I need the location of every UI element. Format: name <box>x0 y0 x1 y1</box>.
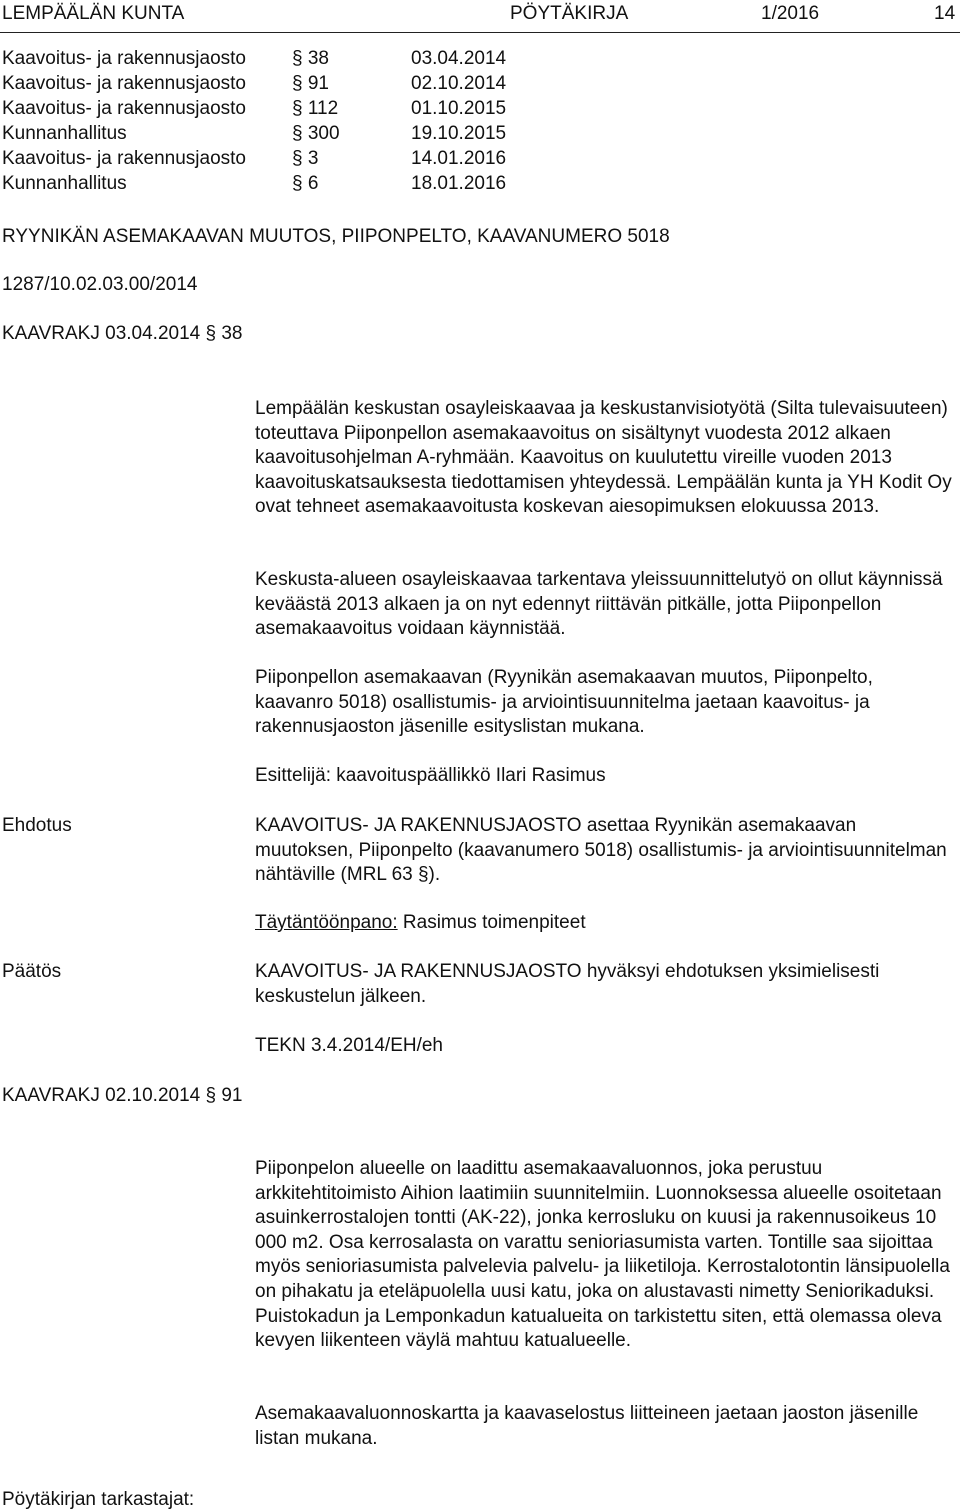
body-paragraph: Keskusta-alueen osayleiskaavaa tarkentava yleissuunnittelutyö on ollut käynnissä keväästä 2013 alkaen ja on nyt edennyt riittävän pitkälle, jotta Piiponpellon asemakaavoitus voidaan käynnistää. <box>255 569 943 640</box>
history-section-number: § 91 <box>292 73 329 94</box>
body-paragraph: Lempäälän keskustan osayleiskaavaa ja keskustanvisiotyötä (Silta tulevaisuuteen) toteuttava Piiponpellon asemakaavoitus on sisältynyt vuodesta 2012 alkaen kaavoitusohjelman A-ryhmään. Kaavoitus on kuulutettu vireille vuoden 2013 kaavoituskatsauksesta tiedottamisen yhteydessä. Lempäälän kunta ja YH Kodit Oy ovat tehneet asemakaavoitusta koskevan aiesopimuksen elokuussa 2013. <box>255 398 952 518</box>
diary-number: 1287/10.02.03.00/2014 <box>2 274 198 295</box>
body-paragraph: Piiponpellon asemakaavan (Ryynikän asemakaavan muutos, Piiponpelto, kaavanro 5018) osallistumis- ja arviointisuunnitelma jaetaan kaavoitus- ja rakennusjaoston jäsenille esityslistan mukana. <box>255 667 873 738</box>
decision-label: Päätös <box>2 961 62 982</box>
header-divider <box>0 32 960 33</box>
history-body: Kaavoitus- ja rakennusjaosto <box>2 148 246 169</box>
implementation-text: Rasimus toimenpiteet <box>397 912 586 933</box>
history-row <box>2 71 702 96</box>
document-issue: 1/2016 <box>761 3 820 24</box>
history-section-number: § 3 <box>292 148 319 169</box>
history-body: Kaavoitus- ja rakennusjaosto <box>2 73 246 94</box>
page-number: 14 <box>934 3 956 24</box>
history-section-number: § 112 <box>292 98 339 119</box>
matter-title: RYYNIKÄN ASEMAKAAVAN MUUTOS, PIIPONPELTO, KAAVANUMERO 5018 <box>2 226 670 247</box>
history-section-number: § 6 <box>292 173 319 194</box>
history-row <box>2 121 702 146</box>
presenter-line: Esittelijä: kaavoituspäällikkö Ilari Rasimus <box>255 765 606 786</box>
document-type: PÖYTÄKIRJA <box>510 3 629 24</box>
history-row <box>2 96 702 121</box>
meeting-heading: KAAVRAKJ 03.04.2014 § 38 <box>2 323 243 344</box>
proposal-text: KAAVOITUS- JA RAKENNUSJAOSTO asettaa Ryynikän asemakaavan muutoksen, Piiponpelto (kaavanumero 5018) osallistumis- ja arviointisuunnitelman nähtäville (MRL 63 §). <box>255 815 947 886</box>
history-row <box>2 171 702 196</box>
history-row <box>2 146 702 171</box>
history-date: 19.10.2015 <box>411 123 507 144</box>
proposal-label: Ehdotus <box>2 815 72 836</box>
history-body: Kaavoitus- ja rakennusjaosto <box>2 48 246 69</box>
history-date: 14.01.2016 <box>411 148 507 169</box>
history-body: Kunnanhallitus <box>2 173 127 194</box>
history-body: Kaavoitus- ja rakennusjaosto <box>2 98 246 119</box>
implementation-line <box>255 911 955 936</box>
history-body: Kunnanhallitus <box>2 123 127 144</box>
decision-text: KAAVOITUS- JA RAKENNUSJAOSTO hyväksyi ehdotuksen yksimielisesti keskustelun jälkeen. <box>255 961 880 1007</box>
body-paragraph: Asemakaavaluonnoskartta ja kaavaselostus liitteineen jaetaan jaoston jäsenille listan mukana. <box>255 1403 919 1449</box>
history-date: 01.10.2015 <box>411 98 507 119</box>
history-row <box>2 46 702 71</box>
history-date: 02.10.2014 <box>411 73 507 94</box>
reviewers-label: Pöytäkirjan tarkastajat: <box>2 1489 195 1510</box>
reference-code: TEKN 3.4.2014/EH/eh <box>255 1035 443 1056</box>
meeting-heading: KAAVRAKJ 02.10.2014 § 91 <box>2 1085 243 1106</box>
history-section-number: § 300 <box>292 123 340 144</box>
history-section-number: § 38 <box>292 48 329 69</box>
implementation-label: Täytäntöönpano: <box>255 912 398 933</box>
body-paragraph: Piiponpelon alueelle on laadittu asemakaavaluonnos, joka perustuu arkkitehtitoimisto Aihion laatimiin suunnitelmiin. Luonnoksessa alueelle osoitetaan asuinkerrostalojen tontti (AK-22), jonka kerrosluku on kuusi ja rakennusoikeus 10 000 m2. Osa kerrosalasta on varattu senioriasumista varten. Tontille saa sijoittaa myös senioriasumista palvelevia palvelu- ja liiketiloja. Kerrostalotontin länsipuolella on pihakatu ja eteläpuolella uusi katu, joka on alustavasti nimetty Seniorikaduksi. Puistokadun ja Lemponkadun katualueita on tarkistettu siten, että olemassa oleva kevyen liikenteen väylä mahtuu katualueelle. <box>255 1158 950 1352</box>
history-date: 03.04.2014 <box>411 48 507 69</box>
history-date: 18.01.2016 <box>411 173 507 194</box>
municipality-name: LEMPÄÄLÄN KUNTA <box>2 3 185 24</box>
